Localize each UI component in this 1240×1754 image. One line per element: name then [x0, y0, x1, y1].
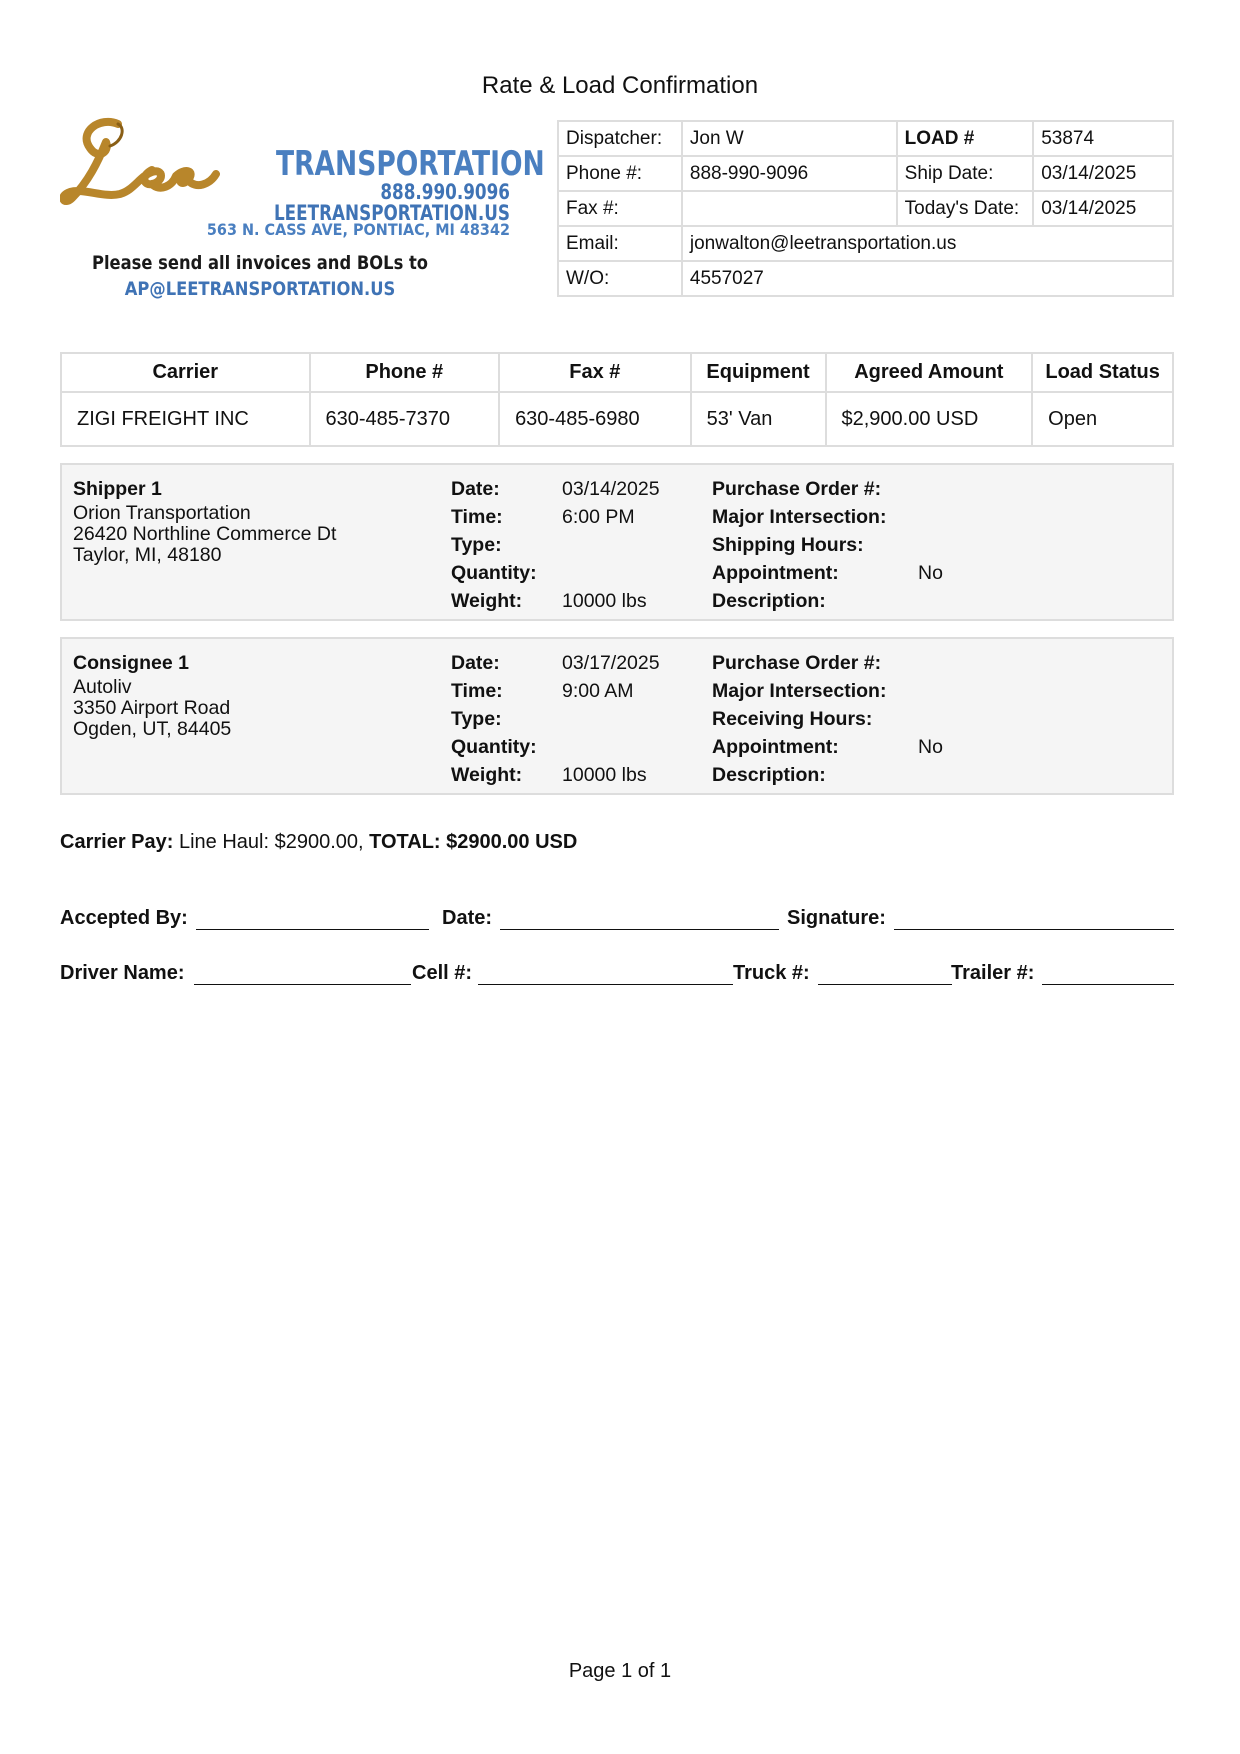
accepted-by-field[interactable] [196, 928, 429, 930]
consignee-date: 03/17/2025 [562, 652, 660, 674]
todays-date-label: Today's Date: [897, 191, 1034, 226]
driver-name-label: Driver Name: [60, 962, 185, 984]
consignee-box [60, 637, 1174, 795]
consignee-hours-label: Receiving Hours: [712, 708, 873, 730]
trailer-label: Trailer #: [951, 962, 1035, 984]
truck-label: Truck #: [733, 962, 810, 984]
carrier-equipment: 53' Van [691, 392, 826, 446]
consignee-address-line2: Ogden, UT, 84405 [73, 718, 232, 740]
shipper-address [73, 475, 336, 566]
email-value: jonwalton@leetransportation.us [682, 226, 1173, 261]
consignee-date-label: Date: [451, 652, 500, 674]
shipper-time: 6:00 PM [562, 506, 635, 528]
shipper-quantity-label: Quantity: [451, 562, 537, 584]
shipper-values-2 [918, 475, 1018, 615]
consignee-weight-label: Weight: [451, 764, 523, 786]
document-title: Rate & Load Confirmation [481, 72, 759, 99]
carrier-table [60, 352, 1174, 447]
shipper-weight: 10000 lbs [562, 590, 647, 612]
shipper-description-label: Description: [712, 590, 826, 612]
page-number: Page 1 of 1 [568, 1660, 672, 1682]
dispatcher-label: Dispatcher: [558, 121, 682, 156]
driver-name-field[interactable] [194, 983, 411, 985]
signature-label: Signature: [787, 907, 886, 929]
consignee-description [918, 761, 1018, 789]
shipper-hours [918, 531, 1018, 559]
header-carrier: Carrier [61, 353, 310, 392]
carrier-agreed-amount: $2,900.00 USD [826, 392, 1033, 446]
consignee-intersection [918, 677, 1018, 705]
consignee-time: 9:00 AM [562, 680, 634, 702]
wo-value: 4557027 [682, 261, 1173, 296]
dispatcher-value: Jon W [682, 121, 897, 156]
company-website: LEETRANSPORTATION.US [273, 201, 510, 225]
header-agreed-amount: Agreed Amount [826, 353, 1033, 392]
trailer-field[interactable] [1042, 983, 1174, 985]
consignee-type-label: Type: [451, 708, 502, 730]
consignee-address [73, 649, 231, 740]
shipper-name: Orion Transportation [73, 502, 251, 524]
carrier-name: ZIGI FREIGHT INC [61, 392, 310, 446]
carrier-fax: 630-485-6980 [499, 392, 691, 446]
shipper-box [60, 463, 1174, 621]
consignee-labels-2 [712, 649, 932, 789]
table-row [61, 392, 1173, 446]
header-equipment: Equipment [691, 353, 826, 392]
shipper-address-line2: Taylor, MI, 48180 [73, 544, 222, 566]
consignee-labels [451, 649, 561, 789]
shipper-type-label: Type: [451, 534, 502, 556]
shipper-hours-label: Shipping Hours: [712, 534, 864, 556]
shipper-labels [451, 475, 561, 615]
ship-date-label: Ship Date: [897, 156, 1034, 191]
consignee-appointment-label: Appointment: [712, 736, 839, 758]
shipper-appointment: No [918, 562, 943, 584]
truck-field[interactable] [818, 983, 952, 985]
company-name: TRANSPORTATION [276, 144, 545, 184]
signature-field[interactable] [894, 928, 1174, 930]
signoff-date-field[interactable] [500, 928, 779, 930]
consignee-name: Autoliv [73, 676, 132, 698]
pay-total: TOTAL: $2900.00 USD [369, 831, 578, 853]
phone-value: 888-990-9096 [682, 156, 897, 191]
consignee-po-label: Purchase Order #: [712, 652, 882, 674]
todays-date-value: 03/14/2025 [1033, 191, 1173, 226]
carrier-pay-label: Carrier Pay: [60, 831, 174, 853]
shipper-po [918, 475, 1018, 503]
shipper-date-label: Date: [451, 478, 500, 500]
shipper-intersection-label: Major Intersection: [712, 506, 887, 528]
company-phone: 888.990.9096 [380, 180, 510, 204]
invoice-note-text: Please send all invoices and BOLs to [91, 252, 429, 274]
consignee-quantity-label: Quantity: [451, 736, 537, 758]
consignee-description-label: Description: [712, 764, 826, 786]
carrier-table-header [61, 353, 1173, 392]
consignee-values-2 [918, 649, 1018, 789]
accepted-by-label: Accepted By: [60, 907, 188, 929]
consignee-weight: 10000 lbs [562, 764, 647, 786]
shipper-weight-label: Weight: [451, 590, 523, 612]
phone-label: Phone #: [558, 156, 682, 191]
fax-label: Fax #: [558, 191, 682, 226]
load-label: LOAD # [897, 121, 1034, 156]
shipper-date: 03/14/2025 [562, 478, 660, 500]
company-logo [60, 112, 545, 312]
dispatch-info-table [557, 120, 1174, 297]
shipper-description [918, 587, 1018, 615]
consignee-heading: Consignee 1 [73, 652, 189, 674]
company-address: 563 N. CASS AVE, PONTIAC, MI 48342 [206, 220, 510, 239]
cell-label: Cell #: [412, 962, 473, 984]
consignee-appointment: No [918, 736, 943, 758]
email-label: Email: [558, 226, 682, 261]
consignee-intersection-label: Major Intersection: [712, 680, 887, 702]
shipper-po-label: Purchase Order #: [712, 478, 882, 500]
signoff-date-label: Date: [442, 907, 493, 929]
carrier-phone: 630-485-7370 [310, 392, 500, 446]
shipper-heading: Shipper 1 [73, 478, 162, 500]
wo-label: W/O: [558, 261, 682, 296]
shipper-appointment-label: Appointment: [712, 562, 839, 584]
header-fax: Fax # [499, 353, 691, 392]
fax-value [682, 191, 897, 226]
ship-date-value: 03/14/2025 [1033, 156, 1173, 191]
shipper-labels-2 [712, 475, 932, 615]
carrier-load-status: Open [1032, 392, 1173, 446]
brand-text [210, 144, 545, 225]
carrier-pay [60, 831, 577, 854]
load-value: 53874 [1033, 121, 1173, 156]
line-haul: Line Haul: $2900.00, [173, 831, 370, 853]
header-phone: Phone # [310, 353, 500, 392]
consignee-hours [918, 705, 1018, 733]
shipper-address-line1: 26420 Northline Commerce Dt [73, 523, 337, 545]
consignee-address-line1: 3350 Airport Road [73, 697, 231, 719]
invoice-note [60, 252, 460, 300]
shipper-intersection [918, 503, 1018, 531]
consignee-po [918, 649, 1018, 677]
header-load-status: Load Status [1032, 353, 1173, 392]
shipper-time-label: Time: [451, 506, 503, 528]
lee-script-logo-icon [60, 112, 220, 222]
cell-field[interactable] [478, 983, 733, 985]
invoice-email: AP@LEETRANSPORTATION.US [124, 278, 396, 300]
consignee-time-label: Time: [451, 680, 503, 702]
